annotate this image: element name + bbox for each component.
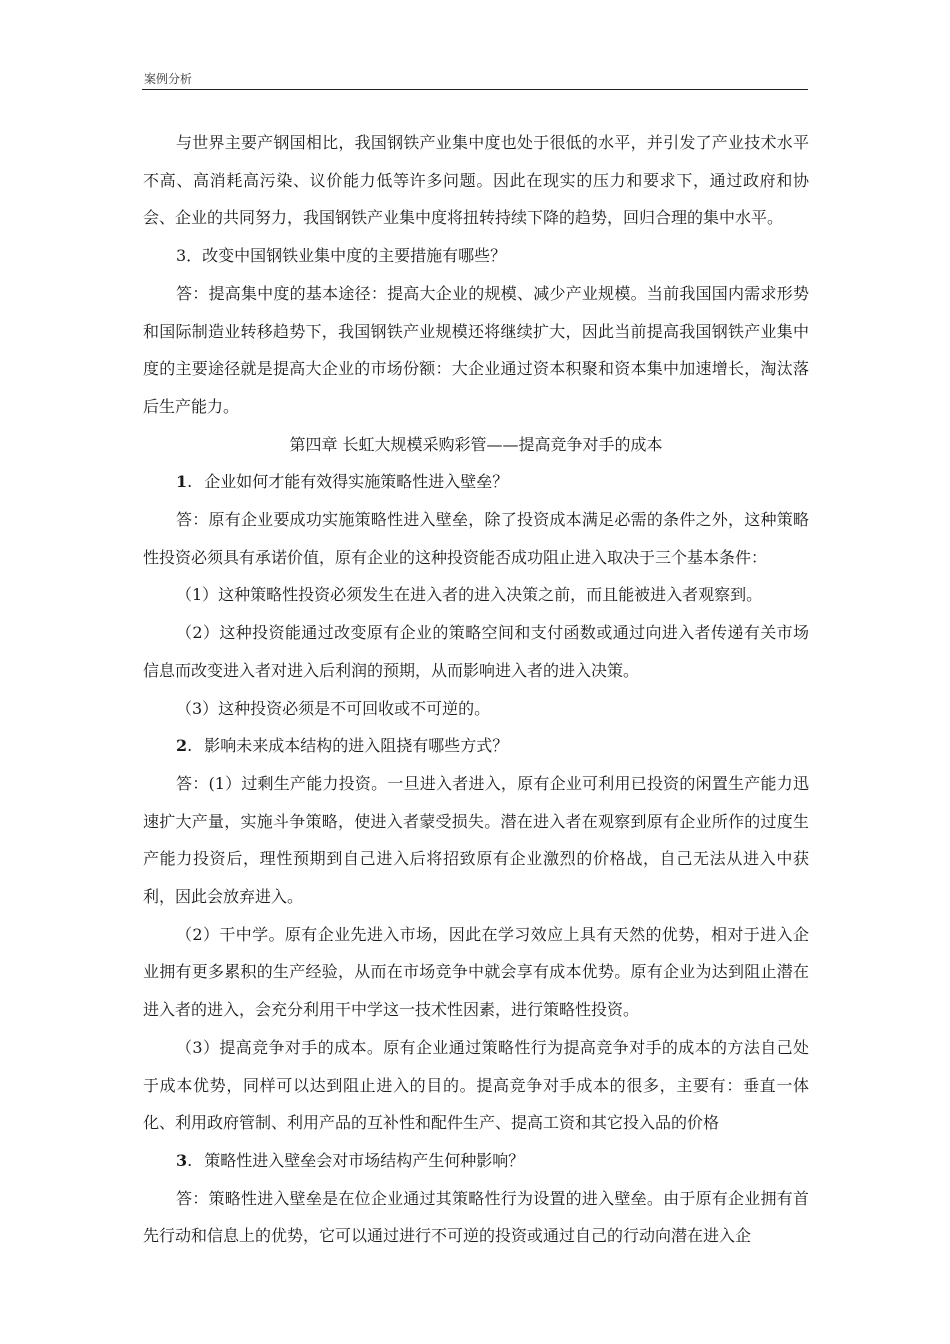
paragraph: 与世界主要产钢国相比，我国钢铁产业集中度也处于很低的水平，并引发了产业技术水平不高、高消耗高污染、议价能力低等许多问题。因此在现实的压力和要求下，通过政府和协会、企业的共同努力，我国钢铁产业集中度将扭转持续下降的趋势，回归合理的集中水平。 [143, 133, 809, 228]
question-text: 策略性进入壁垒会对市场结构产生何种影响？ [204, 1150, 525, 1170]
paragraph: （3）提高竞争对手的成本。原有企业通过策略性行为提高竞争对手的成本的方法自己处于成本优势，同样可以达到阻止进入的目的。提高竞争对手成本的很多，主要有：垂直一体化、利用政府管制、利用产品的互补性和配件生产、提高工资和其它投入品的价格 [143, 1037, 809, 1133]
paragraph: 答：原有企业要成功实施策略性进入壁垒，除了投资成本满足必需的条件之外，这种策略性投资必须具有承诺价值，原有企业的这种投资能否成功阻止进入取决于三个基本条件： [143, 510, 809, 567]
header-title: 案例分析 [144, 72, 193, 86]
paragraph: （2）干中学。原有企业先进入市场，因此在学习效应上具有天然的优势，相对于进入企业拥有更多累积的生产经验，从而在市场竞争中就会享有成本优势。原有企业为达到阻止潜在进入者的进入，会充分利用干中学这一技术性因素，进行策略性投资。 [143, 924, 809, 1020]
document-body [143, 124, 809, 1255]
question-number: 2 [176, 736, 188, 756]
question-number: 3 [176, 1150, 188, 1170]
page-header [142, 70, 808, 90]
paragraph: （3）这种投资必须是不可回收或不可逆的。 [176, 698, 491, 718]
question-text: 企业如何才能有效得实施策略性进入壁垒？ [204, 472, 509, 492]
question-text: 影响未来成本结构的进入阻挠有哪些方式？ [204, 736, 509, 756]
question-number: 1 [176, 472, 188, 492]
question-dot: . [187, 1150, 193, 1170]
paragraph: 答：策略性进入壁垒是在位企业通过其策略性行为设置的进入壁垒。由于原有企业拥有首先行动和信息上的优势，它可以通过进行不可逆的投资或通过自己的行动向潜在进入企 [143, 1188, 809, 1246]
question-dot: . [187, 736, 193, 756]
paragraph: 答：(1）过剩生产能力投资。一旦进入者进入，原有企业可利用已投资的闲置生产能力迅速扩大产量，实施斗争策略，使进入者蒙受损失。潜在进入者在观察到原有企业所作的过度生产能力投资后，理性预期到自己进入后将招致原有企业激烈的价格战，自己无法从进入中获利，因此会放弃进入。 [143, 773, 809, 907]
paragraph: （2）这种投资能通过改变原有企业的策略空间和支付函数或通过向进入者传递有关市场信息而改变进入者对进入后利润的预期，从而影响进入者的进入决策。 [143, 623, 809, 680]
paragraph: （1）这种策略性投资必须发生在进入者的进入决策之前，而且能被进入者观察到。 [176, 585, 763, 605]
question-2 [143, 727, 809, 765]
question-1 [143, 463, 809, 501]
paragraph: 答：提高集中度的基本途径：提高大企业的规模、减少产业规模。当前我国国内需求形势和国际制造业转移趋势下，我国钢铁产业规模还将继续扩大，因此当前提高我国钢铁产业集中度的主要途径就是提高大企业的市场份额：大企业通过资本积聚和资本集中加速增长，淘汰落后生产能力。 [143, 283, 809, 416]
chapter-heading: 第四章 长虹大规模采购彩管——提高竞争对手的成本 [289, 434, 663, 454]
question-3 [143, 1142, 809, 1180]
question-dot: . [187, 472, 193, 492]
paragraph: 3．改变中国钢铁业集中度的主要措施有哪些？ [176, 246, 507, 266]
